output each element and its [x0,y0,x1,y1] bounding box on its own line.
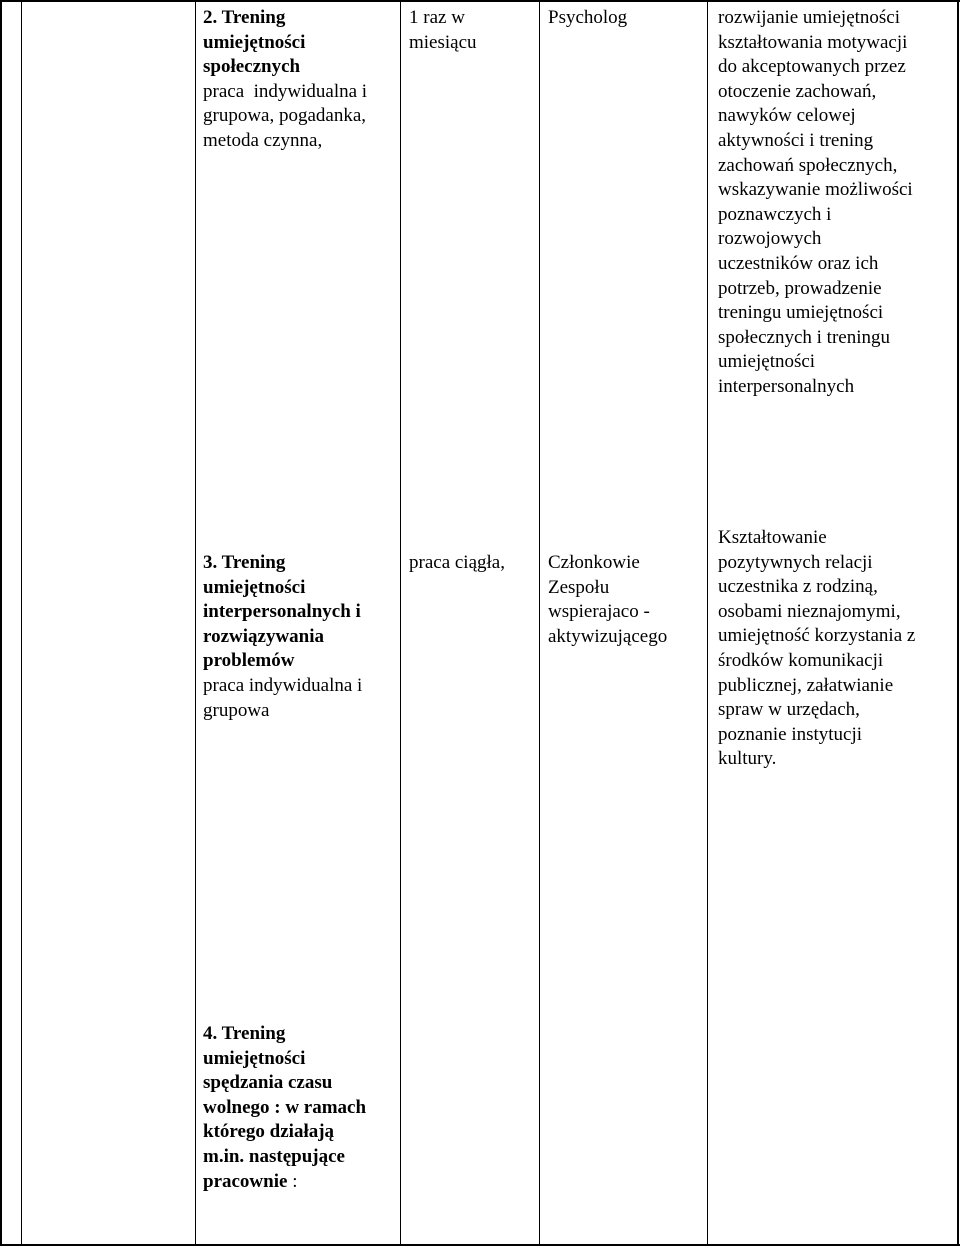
row-2-method-line: grupowa, pogadanka, [203,105,367,127]
row-3-title-line: problemów [203,650,295,672]
row-2-description-line: interpersonalnych [718,375,855,397]
table-border-bottom [0,1244,960,1246]
row-4-title-line: umiejętności [203,1047,306,1069]
column-divider-5 [707,0,708,1246]
row-3-method-line: grupowa [203,699,270,721]
column-divider-3 [400,0,401,1246]
row-3-responsible-line: Członkowie [548,552,640,573]
column-divider-4 [539,0,540,1246]
row-4-title-line: m.in. następujące [203,1145,345,1167]
row-2-description-line: aktywności i trening [718,129,874,151]
row-3-description-line: poznanie instytucji [718,723,863,745]
row-2-description-line: umiejętności [718,351,816,373]
row-3-frequency-line: praca ciągła, [409,552,505,573]
row-3-responsible-line: wspierajaco - [548,601,650,623]
row-3-responsible-line: aktywizującego [548,625,668,647]
row-2-description-line: kształtowania motywacji [718,31,908,53]
row-2-description-line: otoczenie zachowań, [718,80,877,102]
row-3-title-line: interpersonalnych i [203,601,361,623]
row-3-description-line: Kształtowanie [718,527,827,548]
row-2-frequency-cell [409,6,477,55]
row-3-description-cell [718,526,915,772]
row-3-responsible-line: Zespołu [548,576,610,598]
row-3-description-line: spraw w urzędach, [718,699,860,721]
row-2-item-cell [203,6,367,154]
row-2-method-line: praca indywidualna i [203,80,368,102]
table-border-right [957,0,959,1246]
row-3-method-line: praca indywidualna i [203,674,363,696]
row-4-title-line: pracownie [203,1170,288,1192]
row-3-title-line: 3. Trening [203,552,286,573]
row-2-frequency-line: 1 raz w [409,7,465,28]
row-2-title-line: 2. Trening [203,7,286,28]
row-2-description-line: rozwojowych [718,228,822,250]
row-3-responsible-cell [548,551,667,649]
row-4-title-line: spędzania czasu [203,1072,333,1094]
row-3-description-line: kultury. [718,748,777,770]
row-3-description-line: osobami nieznajomymi, [718,600,901,622]
table-border-top [0,0,960,2]
row-4-title-line: 4. Trening [203,1023,286,1044]
row-2-description-line: do akceptowanych przez [718,56,906,78]
row-2-responsible-cell [548,6,627,31]
column-divider-1 [21,0,22,1246]
row-2-description-line: poznawczych i [718,203,832,225]
row-3-item-cell [203,551,362,723]
row-2-description-line: treningu umiejętności [718,302,884,324]
row-2-description-line: nawyków celowej [718,105,856,127]
row-3-frequency-cell [409,551,505,576]
row-3-description-line: umiejętność korzystania z [718,625,916,647]
row-2-description-line: uczestników oraz ich [718,252,879,274]
row-4-title-line: którego działają [203,1121,335,1143]
row-4-item-cell [203,1022,366,1194]
row-2-description-line: potrzeb, prowadzenie [718,277,882,299]
row-2-description-line: zachowań społecznych, [718,154,898,176]
row-4-title-suffix: : [287,1170,298,1192]
row-3-description-line: publicznej, załatwianie [718,674,894,696]
table-border-left [0,0,2,1246]
row-2-method-line: metoda czynna, [203,129,323,151]
row-2-description-line: społecznych i treningu [718,326,891,348]
row-2-responsible-line: Psycholog [548,7,628,28]
row-2-title-line: umiejętności [203,31,306,53]
row-3-description-line: pozytywnych relacji [718,551,873,573]
row-2-description-line: wskazywanie możliwości [718,179,913,201]
row-2-frequency-line: miesiącu [409,31,477,53]
row-4-title-last-line [203,1170,366,1195]
row-4-title-line: wolnego : w ramach [203,1096,367,1118]
row-3-description-line: środków komunikacji [718,649,884,671]
row-2-description-cell [718,6,913,400]
row-3-title-line: rozwiązywania [203,625,325,647]
row-3-title-line: umiejętności [203,576,306,598]
row-2-description-line: rozwijanie umiejętności [718,7,901,28]
row-3-description-line: uczestnika z rodziną, [718,576,878,598]
row-2-title-line: społecznych [203,56,301,78]
column-divider-2 [195,0,196,1246]
